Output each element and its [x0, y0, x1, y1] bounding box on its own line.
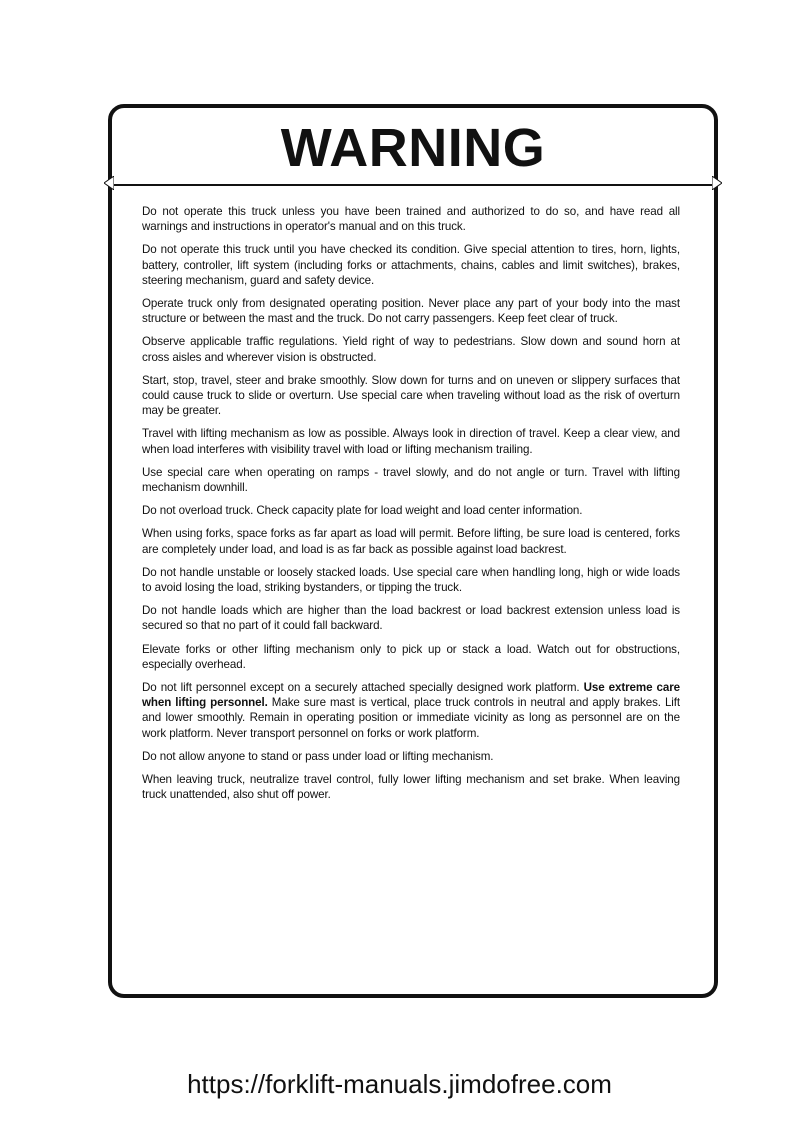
instruction-paragraph: Use special care when operating on ramps - travel slowly, and do not angle or turn. Travel with lifting mechanism downhill.	[142, 465, 680, 495]
instruction-paragraph: Observe applicable traffic regulations. Yield right of way to pedestrians. Slow down and sound horn at cross aisles and wherever vision is obstructed.	[142, 335, 680, 364]
personnel-emphasis: Use extreme care when lifting personnel.	[142, 681, 680, 710]
instruction-paragraph: Do not operate this truck until you have checked its condition. Give special attention to tires, horn, lights, battery, controller, lift system (including forks or attachments, chains, cables and limit switches), brakes, steering mechanism, guard and safety device.	[142, 243, 680, 287]
warning-label	[108, 104, 718, 998]
instruction-paragraph: Elevate forks or other lifting mechanism only to pick up or stack a load. Watch out for obstructions, especially overhead.	[142, 642, 680, 671]
instruction-paragraph: Travel with lifting mechanism as low as possible. Always look in direction of travel. Keep a clear view, and when load interferes with visibility travel with load or lifting mechanism trailing.	[142, 427, 680, 456]
instruction-paragraph: Do not overload truck. Check capacity plate for load weight and load center information.	[142, 504, 583, 518]
warning-header	[112, 108, 714, 186]
instruction-paragraph: Do not operate this truck unless you have been trained and authorized to do so, and have read all warnings and instructions in operator's manual and on this truck.	[142, 205, 680, 234]
personnel-paragraph	[142, 680, 680, 741]
warning-instructions	[142, 204, 680, 811]
instruction-paragraph: When using forks, space forks as far apart as load will permit. Before lifting, be sure load is centered, forks are completely under load, and load is as far back as possible against load backrest.	[142, 527, 680, 556]
footer-url: https://forklift-manuals.jimdofree.com	[187, 1069, 612, 1099]
instruction-paragraph: Start, stop, travel, steer and brake smoothly. Slow down for turns and on uneven or slippery surfaces that could cause truck to slide or overturn. Use special care when traveling without load as the risk of overturn may be greater.	[142, 373, 680, 418]
instruction-paragraph: Do not handle unstable or loosely stacked loads. Use special care when handling long, high or wide loads to avoid losing the load, striking bystanders, or tipping the truck.	[142, 565, 680, 595]
instruction-paragraph: Do not handle loads which are higher than the load backrest or load backrest extension unless load is secured so that no part of it could fall backward.	[142, 604, 680, 633]
instruction-paragraph: Operate truck only from designated operating position. Never place any part of your body into the mast structure or between the mast and the truck. Do not carry passengers. Keep feet clear of truck.	[142, 297, 680, 326]
warning-title: WARNING	[280, 118, 546, 178]
personnel-text-before: Do not lift personnel except on a securely attached specially designed work platform.	[142, 681, 584, 695]
instruction-paragraph: Do not allow anyone to stand or pass under load or lifting mechanism.	[142, 749, 494, 763]
personnel-text-after: Make sure mast is vertical, place truck controls in neutral and apply brakes. Lift and lower smoothly. Remain in operating position or immediate vicinity as long as personnel are on the work platform. Never transport personnel on forks or work platform.	[142, 696, 681, 740]
left-notch-mark	[104, 176, 114, 190]
instruction-paragraph: When leaving truck, neutralize travel control, fully lower lifting mechanism and set brake. When leaving truck unattended, also shut off power.	[142, 773, 680, 802]
right-notch-mark	[712, 176, 722, 190]
